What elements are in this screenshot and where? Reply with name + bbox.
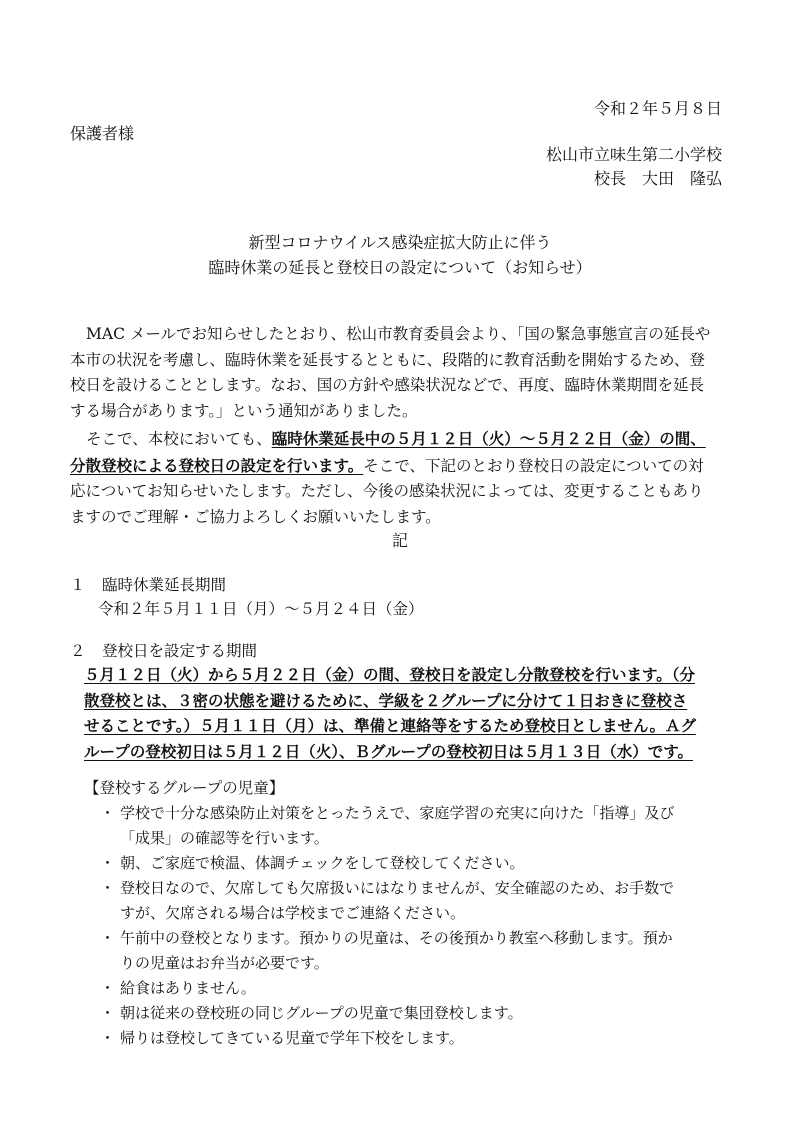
- bullet: ・: [100, 979, 116, 997]
- section-number: ２: [70, 642, 86, 660]
- section-2-heading: [70, 638, 257, 664]
- schedule-text: そこで、本校においても、: [86, 430, 272, 448]
- intro-line: 本市の状況を考慮し、臨時休業を延長するとともに、段階的に教育活動を開始するため、登: [70, 350, 705, 369]
- section-2-line: ５月１２日（火）から５月２２日（金）の間、登校日を設定し分散登校を行います。（分: [84, 665, 696, 684]
- list-item: ・ 学校で十分な感染防止対策をとったうえで、家庭学習の充実に向けた「指導」及び 「成果」の確認等を行います。: [100, 801, 674, 851]
- schedule-text: そこで、下記のとおり登校日の設定についての対: [363, 456, 704, 475]
- schedule-line: [70, 426, 706, 453]
- school-name: 松山市立味生第二小学校: [545, 145, 722, 164]
- schedule-line: 応についてお知らせいたします。ただし、今後の感染状況によっては、変更することもあり: [70, 482, 704, 501]
- list-item: ・ 朝、ご家庭で検温、体調チェックをして登校してください。: [100, 851, 525, 876]
- section-title: 登校日を設定する期間: [102, 642, 258, 660]
- list-item: ・ 給食はありません。: [100, 976, 256, 1001]
- recipient: 保護者様: [70, 124, 135, 143]
- group-heading: 【登校するグループの児童】: [84, 779, 285, 797]
- section-1-heading: [70, 572, 226, 598]
- schedule-line: [70, 453, 706, 480]
- bullet: ・: [100, 1004, 116, 1022]
- schedule-line: ますのでご理解・ご協力よろしくお願いいたします。: [70, 508, 441, 527]
- section-2-line: 散登校とは、３密の状態を避けるために、学級を２グループに分けて１日おきに登校さ: [84, 690, 688, 710]
- title-line-1: 新型コロナウイルス感染症拡大防止に伴う: [248, 233, 552, 252]
- schedule-highlight: 分散登校による登校日の設定を行います。: [70, 455, 364, 475]
- schedule-highlight: 臨時休業延長中の５月１２日（火）～５月２２日（金）の間、: [271, 429, 706, 448]
- section-number: １: [70, 576, 86, 594]
- intro-line: MAC メールでお知らせしたとおり、松山市教育委員会より、「国の緊急事態宣言の延長や: [86, 325, 711, 343]
- bullet: ・: [100, 804, 116, 822]
- list-item: ・ 午前中の登校となります。預かりの児童は、その後預かり教室へ移動します。預か りの児童はお弁当が必要です。: [100, 926, 673, 976]
- intro-line: する場合があります。」という通知がありました。: [70, 402, 418, 421]
- list-item: ・ 帰りは登校してきている児童で学年下校をします。: [100, 1026, 464, 1051]
- bullet: ・: [100, 1029, 116, 1047]
- section-2-body: [84, 662, 696, 765]
- bullet: ・: [100, 929, 116, 947]
- principal-name: 校長 大田 隆弘: [593, 169, 722, 188]
- section-2-line: ループの登校初日は５月１２日（火）、Ｂグループの登校初日は５月１３日（水）です。: [84, 742, 693, 762]
- section-title: 臨時休業延長期間: [102, 576, 227, 594]
- schedule-paragraph: [70, 426, 706, 531]
- bullet: ・: [100, 854, 116, 872]
- section-2-line: せることです。）５月１１日（月）は、準備と連絡等をするため登校日としません。Ａグ: [84, 716, 696, 736]
- list-item: ・ 登校日なので、欠席しても欠席扱いにはなりませんが、安全確認のため、お手数で すが、欠席される場合は学校までご連絡ください。: [100, 876, 674, 926]
- section-1-value: 令和２年５月１１日（月）～５月２４日（金）: [98, 600, 424, 618]
- document-date: 令和２年５月８日: [593, 99, 722, 118]
- intro-paragraph: [70, 322, 710, 425]
- intro-line: 校日を設けることとします。なお、国の方針や感染状況などで、再度、臨時休業期間を延長: [70, 376, 704, 395]
- bullet: ・: [100, 879, 116, 897]
- title-line-2: 臨時休業の延長と登校日の設定について（お知らせ）: [208, 258, 592, 277]
- list-item: ・ 朝は従来の登校班の同じグループの児童で集団登校します。: [100, 1001, 523, 1026]
- ki-heading: 記: [391, 531, 408, 550]
